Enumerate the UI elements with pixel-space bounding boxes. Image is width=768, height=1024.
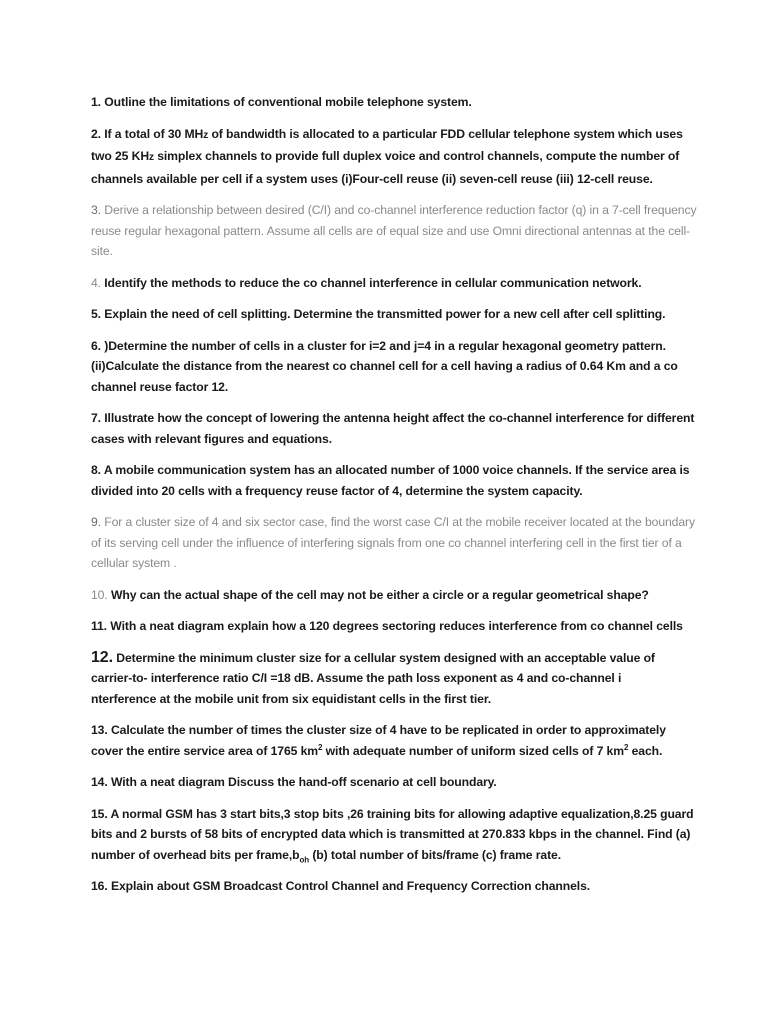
question-number: 3. bbox=[91, 203, 101, 217]
question-text-part: with adequate number of uniform sized cells of 7 km bbox=[322, 743, 624, 758]
question-number: 11. bbox=[91, 619, 107, 633]
question-10 bbox=[91, 585, 698, 606]
question-text: carrier-to- interference ratio C/I =18 dB. Assume the path loss exponent as 4 and co-channel i bbox=[91, 671, 622, 685]
question-number: 6. bbox=[91, 338, 101, 353]
question-text-part: simplex channels to provide full duplex voice and control channels, compute the number of channels available per cell if a system uses (i)Four-cell reuse (ii) seven-cell reuse (iii) 12-cell reuse. bbox=[91, 149, 680, 186]
question-text-part: of bandwidth is allocated to a particular FDD cellular telephone system which uses two 25 KH bbox=[91, 126, 683, 163]
question-text: For a cluster size of 4 and six sector case, find the worst case C/I at the mobile receiver located at the boundary of its serving cell under the influence of interfering signals from one co channel interfering cell in the first tier of a cellular system . bbox=[91, 515, 695, 570]
question-text: nterference at the mobile unit from six equidistant cells in the first tier. bbox=[91, 691, 492, 706]
question-2 bbox=[91, 124, 698, 190]
question-7 bbox=[91, 408, 698, 449]
question-number: 10. bbox=[91, 587, 108, 602]
question-text: Explain the need of cell splitting. Determine the transmitted power for a new cell after cell splitting. bbox=[104, 307, 666, 321]
question-11 bbox=[91, 616, 698, 637]
question-text: With a neat diagram Discuss the hand-off scenario at cell boundary. bbox=[110, 775, 497, 789]
question-text: Why can the actual shape of the cell may not be either a circle or a regular geometrical shape? bbox=[110, 587, 649, 602]
question-number: 12. bbox=[91, 648, 113, 666]
question-number: 9. bbox=[91, 515, 101, 529]
question-4 bbox=[91, 273, 698, 294]
question-8 bbox=[91, 460, 698, 501]
question-number: 8. bbox=[91, 463, 101, 477]
question-text-part: z bbox=[203, 129, 209, 141]
question-text: With a neat diagram explain how a 120 degrees sectoring reduces interference from co channel cells bbox=[110, 619, 683, 633]
question-text bbox=[91, 723, 666, 758]
question-text: )Determine the number of cells in a cluster for i=2 and j=4 in a regular hexagonal geometry pattern.(ii)Calculate the distance from the nearest co channel cell for a cell having a radius of 0.64 Km and a co channel reuse factor 12. bbox=[91, 338, 678, 394]
question-text-part: If a total of 30 MH bbox=[104, 126, 204, 141]
question-number: 7. bbox=[91, 411, 101, 425]
question-text bbox=[91, 127, 683, 186]
question-1 bbox=[91, 92, 698, 113]
question-number: 14. bbox=[91, 775, 108, 789]
question-text: Explain about GSM Broadcast Control Channel and Frequency Correction channels. bbox=[110, 879, 591, 893]
question-12 bbox=[91, 648, 698, 710]
question-number: 15. bbox=[91, 806, 108, 821]
question-number: 13. bbox=[91, 723, 108, 737]
question-text-part: each. bbox=[628, 743, 663, 758]
question-number: 1. bbox=[91, 95, 101, 109]
question-9 bbox=[91, 512, 698, 574]
superscript: 2 bbox=[623, 742, 629, 752]
question-number: 16. bbox=[91, 879, 108, 893]
question-text: Derive a relationship between desired (C/I) and co-channel interference reduction factor (q) in a 7-cell frequency reuse regular hexagonal pattern. Assume all cells are of equal size and use Omni directional antennas at the cell-site. bbox=[91, 203, 697, 258]
question-13 bbox=[91, 720, 698, 761]
question-text: Determine the minimum cluster size for a cellular system designed with an acceptable value of bbox=[116, 650, 655, 665]
question-number: 5. bbox=[91, 307, 101, 321]
question-text bbox=[91, 807, 693, 862]
question-text: Illustrate how the concept of lowering the antenna height affect the co-channel interference for different cases with relevant figures and equations. bbox=[91, 411, 695, 446]
question-text-part: A normal GSM has 3 start bits,3 stop bits ,26 training bits for allowing adaptive equalization,8.25 guard bits and 2 bursts of 58 bits of encrypted data which is transmitted at 270.833 kbps in the channel. Find (a) number of overhead bits per frame,b bbox=[91, 806, 694, 862]
question-3 bbox=[91, 200, 698, 262]
question-5 bbox=[91, 304, 698, 325]
superscript: 2 bbox=[318, 742, 323, 752]
question-text: A mobile communication system has an allocated number of 1000 voice channels. If the service area is divided into 20 cells with a frequency reuse factor of 4, determine the system capacity. bbox=[91, 463, 690, 498]
question-text-part: Calculate the number of times the cluster size of 4 have to be replicated in order to approximately cover the entire service area of 1765 km bbox=[91, 723, 666, 758]
question-text-part: (b) total number of bits/frame (c) frame rate. bbox=[309, 847, 562, 862]
question-14 bbox=[91, 772, 698, 793]
question-text: Outline the limitations of conventional mobile telephone system. bbox=[104, 95, 472, 109]
question-text-part: z bbox=[149, 152, 154, 163]
question-6 bbox=[91, 336, 698, 398]
question-number: 2. bbox=[91, 126, 101, 141]
question-15 bbox=[91, 804, 698, 866]
question-16 bbox=[91, 876, 698, 897]
subscript: oh bbox=[299, 854, 310, 864]
question-number: 4. bbox=[91, 275, 101, 290]
question-text: Identify the methods to reduce the co channel interference in cellular communication network. bbox=[104, 275, 642, 290]
